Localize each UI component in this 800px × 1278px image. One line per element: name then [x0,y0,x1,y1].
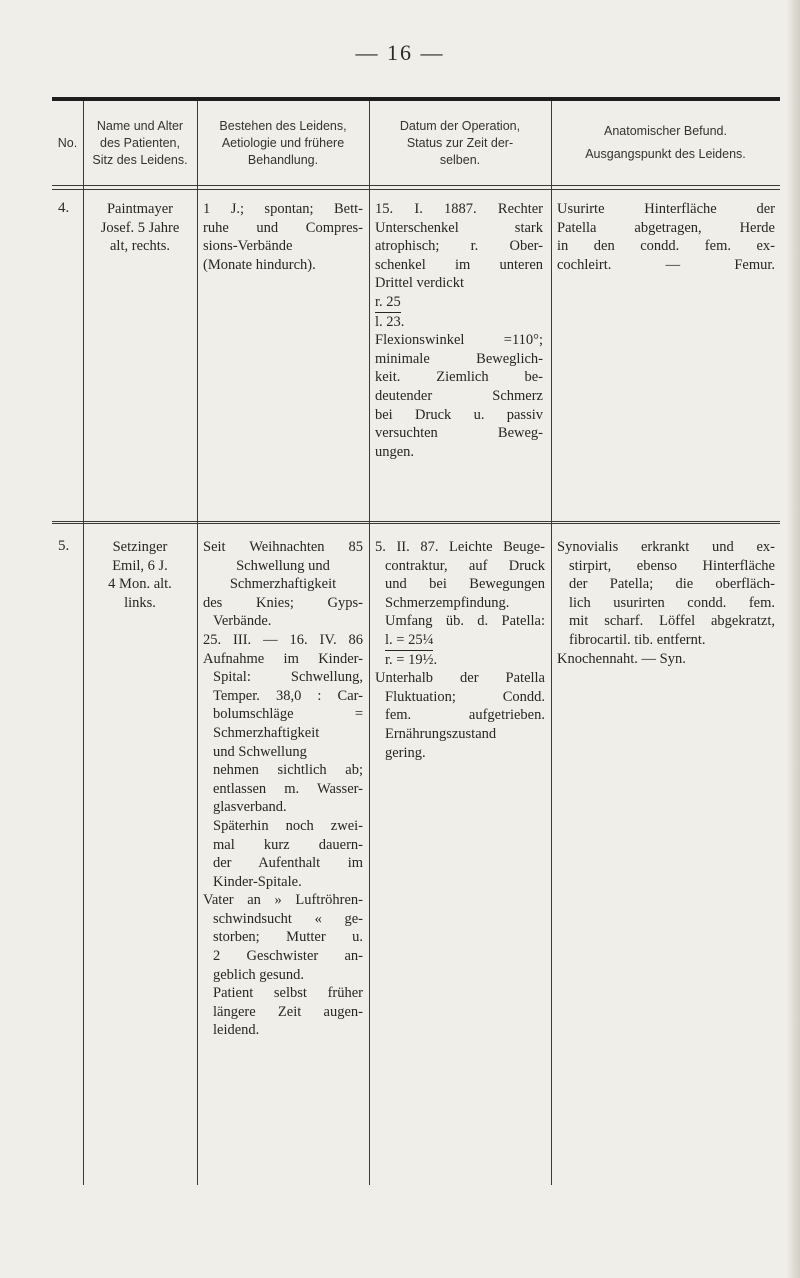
table-top-rule [52,97,780,101]
findings-cell: Synovialis erkrankt und ex- stirpirt, ebenso Hinterfläche der Patella; die oberfläch- lich usurirten condd. fem. mit scharf. Löffel abgekratzt, fibrocartil. tib. entfernt. Knochennaht. — Syn. [557,539,775,667]
header-patient: Name und Alter des Patienten, Sitz des Leidens. [92,118,188,167]
header-status: Datum der Operation, Status zur Zeit der- selben. [399,118,521,167]
history-cell: Seit Weihnachten 85 Schwellung und Schmerzhaftigkeit des Knies; Gyps- Verbände. 25. III. — 16. IV. 86 Aufnahme im Kinder- Spital: Schwellung, Temper. 38,0 : Car- bolumschläge = Schmerzhaftigkeit und Schwellung nehmen sichtlich ab; entlassen m. Wasser- glasverband. Späterhin noch zwei- mal kurz dauern- der Aufenthalt im Kinder-Spitale. Vater an » Luftröhren- schwindsucht « ge- storben; Mutter u. 2 Geschwister an- geblich gesund. Patient selbst früher längere Zeit augen- leidend. [203,539,363,1039]
header-rule [52,185,780,186]
column-divider [551,101,552,1185]
page-edge-shading [786,0,800,1278]
patient-cell: Setzinger Emil, 6 J. 4 Mon. alt. links. [108,539,172,611]
column-divider [83,101,84,1185]
circumference-right: r. = 19½. [385,651,438,668]
measurement-left: l. 23. [375,313,405,330]
column-divider [369,101,370,1185]
measurement-right: r. 25 [375,293,401,313]
row-divider [52,521,780,522]
header-findings: Anatomischer Befund. Ausgangspunkt des Leidens. [585,124,746,161]
header-history: Bestehen des Leidens, Aetiologie und frühere Behandlung. [219,118,347,167]
findings-cell: Usurirte Hinterfläche der Patella abgetragen, Herde in den condd. fem. ex- cochleirt. — Femur. [557,201,775,273]
patient-cell: Paintmayer Josef. 5 Jahre alt, rechts. [100,201,180,255]
circumference-left: l. = 25¼ [385,631,433,651]
header-no: No. [57,135,78,150]
status-cell: 15. I. 1887. Rechter Unterschenkel stark atrophisch; r. Ober- schenkel im unteren Drittel verdickt r. 25 l. 23. Flexionswinkel =110°; minimale Beweglich- keit. Ziemlich be- deutender Schmerz bei Druck u. passiv versuchten Beweg- ungen. [375,201,543,460]
row-divider [52,523,780,524]
history-cell: 1 J.; spontan; Bett- ruhe und Compres- sions-Verbände (Monate hindurch). [203,201,363,273]
status-cell: 5. II. 87. Leichte Beuge- contraktur, auf Druck und bei Bewegungen Schmerzempfindung. Umfang üb. d. Patella: l. = 25¼ r. = 19½. Unterhalb der Patella Fluktuation; Condd. fem. aufgetrieben. Ernährungszustand gering. [375,539,545,761]
header-rule [52,189,780,190]
column-divider [197,101,198,1185]
row-number: 5. [58,538,70,554]
row-number: 4. [58,200,70,216]
page-number: — 16 — [355,40,445,65]
